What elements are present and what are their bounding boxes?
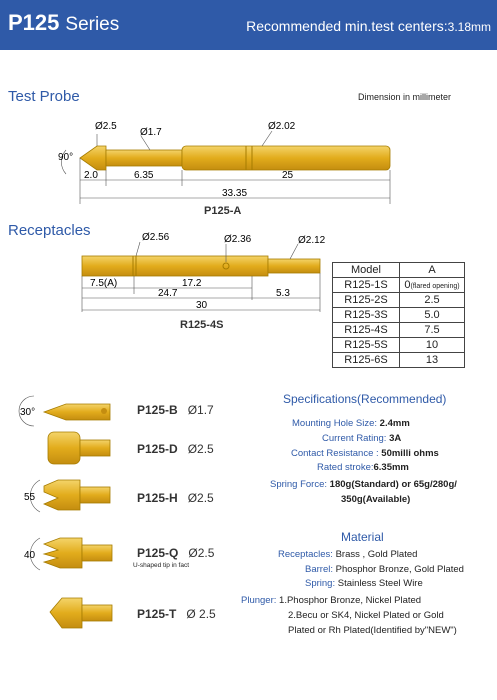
test-probe-heading: Test Probe xyxy=(8,88,80,105)
dim-tip-dia: Ø2.5 xyxy=(95,121,117,132)
table-row xyxy=(333,353,465,368)
tip-b-label: P125-B Ø1.7 xyxy=(137,403,214,417)
table-cell-a: 2.5 xyxy=(400,293,465,308)
dim-rec-dia2: Ø2.36 xyxy=(224,234,252,245)
tip-h-drawing xyxy=(24,480,110,512)
tip-d-drawing xyxy=(48,432,110,464)
dim-total-len: 33.35 xyxy=(222,188,248,199)
table-cell-a: 7.5 xyxy=(400,323,465,338)
material-spring: Spring: Stainless Steel Wire xyxy=(305,578,423,589)
tip-h-label: P125-H Ø2.5 xyxy=(137,491,214,505)
table-cell-model: R125-1S xyxy=(333,278,400,293)
recommended-value: 3.18mm xyxy=(447,20,491,34)
receptacle-caption: R125-4S xyxy=(180,319,224,331)
dim-rec-a: 7.5(A) xyxy=(90,278,118,289)
table-cell-a xyxy=(400,278,465,293)
spec-current-rating: Current Rating: 3A xyxy=(322,433,402,444)
dim-rec-c: 24.7 xyxy=(158,288,178,299)
tip-t-drawing xyxy=(50,598,112,628)
table-cell-model: R125-2S xyxy=(333,293,400,308)
dim-rec-dia3: Ø2.12 xyxy=(298,235,326,246)
spec-spring-force: Spring Force: 180g(Standard) or 65g/280g/ xyxy=(270,479,457,490)
table-cell-model: R125-5S xyxy=(333,338,400,353)
material-plunger: Plunger: 1.Phosphor Bronze, Nickel Plated xyxy=(241,595,422,606)
material-barrel: Barrel: Phosphor Bronze, Gold Plated xyxy=(305,564,464,575)
table-row xyxy=(333,293,465,308)
dimension-note: Dimension in millimeter xyxy=(358,92,452,102)
spec-mounting-hole: Mounting Hole Size: 2.4mm xyxy=(292,418,410,429)
table-cell-a: 13 xyxy=(400,353,465,368)
probe-a-drawing xyxy=(58,121,390,217)
table-header-a: A xyxy=(400,263,465,278)
table-cell-a-value: 0 xyxy=(404,279,411,291)
spec-contact-resistance: Contact Resistance : 50milli ohms xyxy=(291,448,439,459)
dim-rec-d: 5.3 xyxy=(276,288,290,299)
tip-q-note: U-shaped tip in fact xyxy=(133,562,190,569)
tip-d-label: P125-D Ø2.5 xyxy=(137,442,214,456)
series-code: P125 xyxy=(8,10,60,35)
dim-barrel-len: 25 xyxy=(282,170,294,181)
table-cell-a: 10 xyxy=(400,338,465,353)
material-title: Material xyxy=(341,530,384,544)
table-row xyxy=(333,308,465,323)
series-word: Series xyxy=(65,14,120,35)
table-cell-model: R125-4S xyxy=(333,323,400,338)
table-row xyxy=(333,278,465,293)
dim-angle: 90° xyxy=(58,152,74,163)
recommended-label: Recommended min.test centers: xyxy=(246,18,448,34)
dim-rec-dia1: Ø2.56 xyxy=(142,232,170,243)
receptacles-heading: Receptacles xyxy=(8,222,91,239)
tip-q-angle: 40 xyxy=(24,550,36,561)
probe-a-caption: P125-A xyxy=(204,205,242,217)
tip-h-angle: 55 xyxy=(24,492,36,503)
dim-rec-total: 30 xyxy=(196,300,208,311)
tip-b-drawing xyxy=(19,396,110,426)
specifications-title: Specifications(Recommended) xyxy=(283,392,447,406)
receptacle-table xyxy=(332,262,465,368)
table-cell-a: 5.0 xyxy=(400,308,465,323)
table-row xyxy=(333,323,465,338)
material-receptacles: Receptacles: Brass , Gold Plated xyxy=(278,549,418,560)
tip-q-drawing xyxy=(24,538,112,570)
spec-rated-stroke: Rated stroke:6.35mm xyxy=(317,462,409,473)
material-plunger-line2: 2.Becu or SK4, Nickel Plated or Gold xyxy=(288,610,444,621)
dim-plunger-len: 6.35 xyxy=(134,170,154,181)
tip-b-angle: 30° xyxy=(20,407,36,418)
material-plunger-line3: Plated or Rh Plated(Identified by"NEW") xyxy=(288,625,457,636)
spec-spring-force-cont: 350g(Available) xyxy=(341,494,411,505)
table-cell-model: R125-3S xyxy=(333,308,400,323)
receptacle-drawing xyxy=(82,232,326,331)
tip-t-label: P125-T Ø 2.5 xyxy=(137,607,216,621)
tip-q-label: P125-Q Ø2.5 xyxy=(137,546,215,560)
dim-rec-b: 17.2 xyxy=(182,278,202,289)
table-cell-model: R125-6S xyxy=(333,353,400,368)
table-header-model: Model xyxy=(333,263,400,278)
dim-barrel-dia: Ø2.02 xyxy=(268,121,296,132)
table-cell-a-note: (flared opening) xyxy=(410,283,460,290)
dim-tip-len: 2.0 xyxy=(84,170,98,181)
dim-plunger-dia: Ø1.7 xyxy=(140,127,162,138)
table-row xyxy=(333,338,465,353)
